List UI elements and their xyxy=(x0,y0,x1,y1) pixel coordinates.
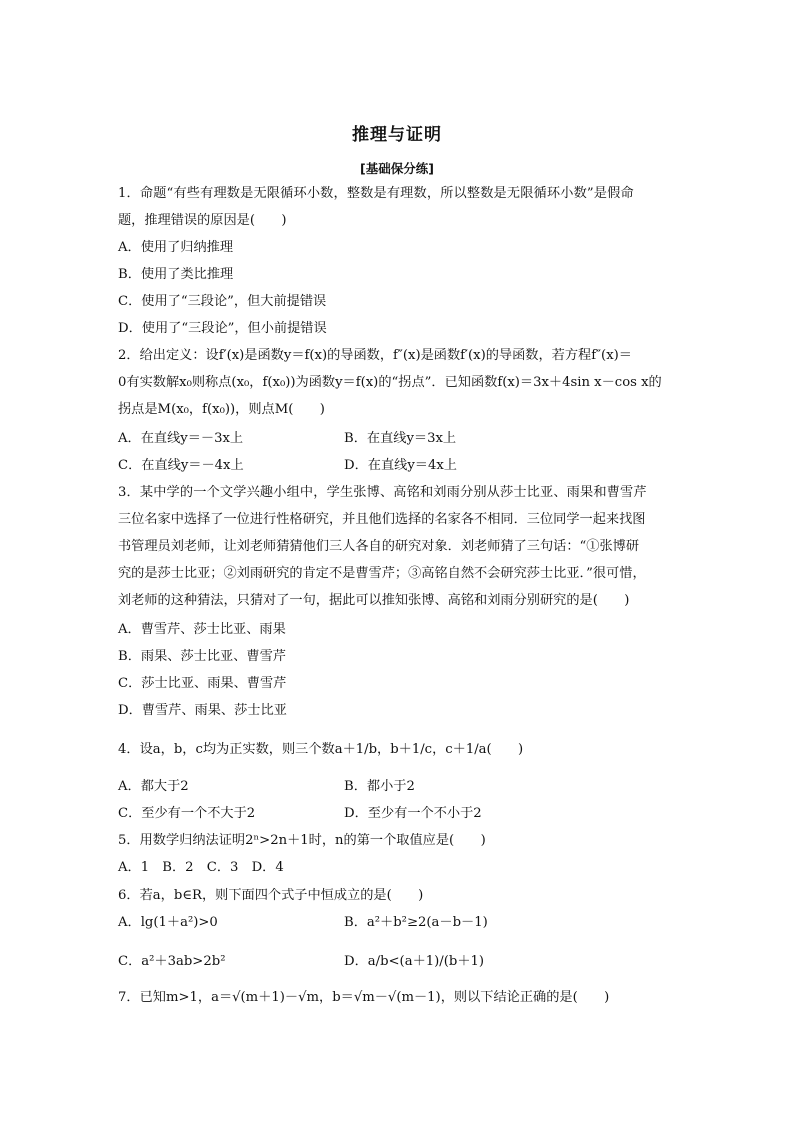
q2-option-d: D．在直线y＝4x上 xyxy=(344,458,457,473)
page-title: 推理与证明 xyxy=(352,125,442,145)
q3-line3: 书管理员刘老师，让刘老师猜猜他们三人各自的研究对象．刘老师猜了三句话：“①张博研 xyxy=(118,539,640,554)
q6-stem: 6．若a，b∈R，则下面四个式子中恒成立的是( ) xyxy=(118,888,424,903)
q4-option-b: B．都小于2 xyxy=(344,779,415,794)
q3-line2: 三位名家中选择了一位进行性格研究，并且他们选择的名家各不相同．三位同学一起来找图 xyxy=(118,512,646,527)
q3-line4: 究的是莎士比亚；②刘雨研究的肯定不是曹雪芹；③高铭自然不会研究莎士比亚．”很可惜， xyxy=(118,566,646,581)
q2-option-b: B．在直线y＝3x上 xyxy=(344,431,457,446)
q3-option-a: A．曹雪芹、莎士比亚、雨果 xyxy=(118,622,286,637)
q5-options: A．1 B．2 C．3 D．4 xyxy=(118,860,284,875)
q6-option-d: D．a/b<(a＋1)/(b＋1) xyxy=(344,954,485,969)
q3-option-b: B．雨果、莎士比亚、曹雪芹 xyxy=(118,649,286,664)
q1-line2: 题，推理错误的原因是( ) xyxy=(118,213,287,228)
q7-stem: 7．已知m>1，a＝√(m＋1)－√m，b＝√m－√(m－1)，则以下结论正确的是( ) xyxy=(118,990,610,1005)
q3-option-c: C．莎士比亚、雨果、曹雪芹 xyxy=(118,676,287,691)
q2-option-c: C．在直线y＝－4x上 xyxy=(118,458,244,473)
q6-option-c: C．a²＋3ab>2b² xyxy=(118,954,226,969)
q3-line5: 刘老师的这种猜法，只猜对了一句，据此可以推知张博、高铭和刘雨分别研究的是( ) xyxy=(118,593,630,608)
q1-line1: 1．命题“有些有理数是无限循环小数，整数是有理数，所以整数是无限循环小数”是假命 xyxy=(118,186,634,201)
q2-option-a: A．在直线y＝－3x上 xyxy=(118,431,244,446)
section-heading: [基础保分练] xyxy=(360,161,434,176)
q1-option-d: D．使用了“三段论”，但小前提错误 xyxy=(118,321,327,336)
q4-option-c: C．至少有一个不大于2 xyxy=(118,806,256,821)
q1-option-b: B．使用了类比推理 xyxy=(118,267,234,282)
q6-option-a: A．lg(1＋a²)>0 xyxy=(118,915,218,930)
q2-line3: 拐点是M(x₀，f(x₀))，则点M( ) xyxy=(118,402,325,417)
q3-option-d: D．曹雪芹、雨果、莎士比亚 xyxy=(118,703,287,718)
q5-stem: 5．用数学归纳法证明2ⁿ>2n＋1时，n的第一个取值应是( ) xyxy=(118,833,486,848)
q1-option-a: A．使用了归纳推理 xyxy=(118,240,234,255)
q4-option-d: D．至少有一个不小于2 xyxy=(344,806,482,821)
q4-option-a: A．都大于2 xyxy=(118,779,189,794)
q3-line1: 3．某中学的一个文学兴趣小组中，学生张博、高铭和刘雨分别从莎士比亚、雨果和曹雪芹 xyxy=(118,485,647,500)
q2-line1: 2．给出定义：设f′(x)是函数y＝f(x)的导函数，f″(x)是函数f′(x)的导函数，若方程f″(x)＝ xyxy=(118,348,632,363)
q1-option-c: C．使用了“三段论”，但大前提错误 xyxy=(118,294,327,309)
q2-line2: 0有实数解x₀则称点(x₀，f(x₀))为函数y＝f(x)的“拐点”．已知函数f(x)＝3x＋4sin x－cos x的 xyxy=(118,375,662,390)
q6-option-b: B．a²＋b²≥2(a－b－1) xyxy=(344,915,488,930)
q4-stem: 4．设a，b，c均为正实数，则三个数a＋1/b，b＋1/c，c＋1/a( ) xyxy=(118,742,524,757)
